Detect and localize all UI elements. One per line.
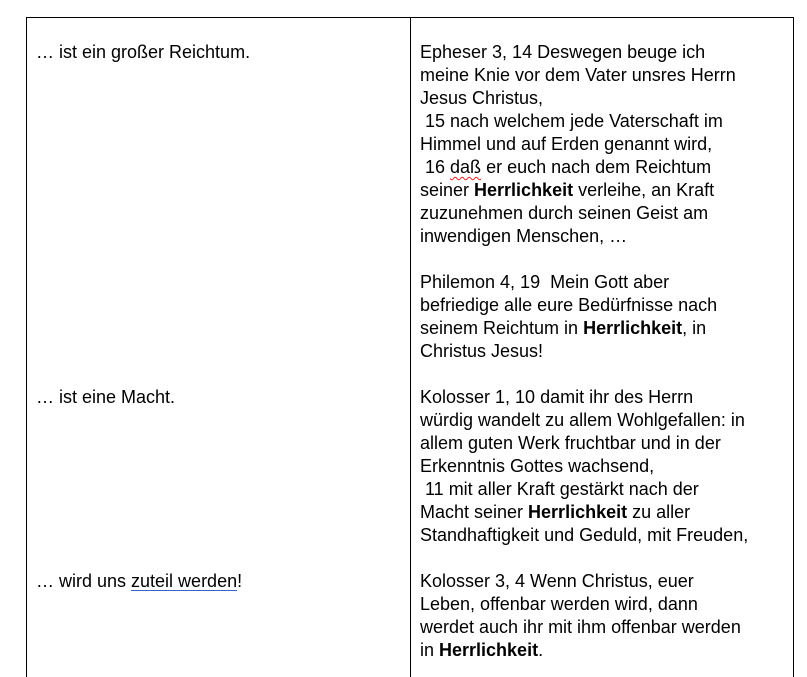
philemon-text: , in — [682, 318, 707, 338]
ephesians-text: seiner — [420, 180, 475, 200]
left-text-row1: … ist ein großer Reichtum. — [36, 42, 251, 62]
left-text-row3-suffix: ! — [237, 571, 243, 591]
colossians3-line: Kolosser 3, 4 Wenn Christus, euer — [420, 571, 694, 591]
philemon-line: Philemon 4, 19 Mein Gott aber — [420, 272, 670, 292]
philemon-passage — [420, 271, 717, 363]
grammar-flagged-phrase[interactable]: zuteil werden — [131, 571, 238, 591]
bold-keyword: Herrlichkeit — [439, 640, 539, 660]
colossians3-line — [420, 639, 741, 662]
ephesians-text: verleihe, an Kraft — [573, 180, 715, 200]
colossians1-line: allem guten Werk fruchtbar und in der — [420, 433, 721, 453]
philemon-line: befriedige alle eure Bedürfnisse nach — [420, 295, 718, 315]
column-divider — [410, 17, 411, 677]
colossians3-line: Leben, offenbar werden wird, dann — [420, 594, 698, 614]
left-cell-row3 — [36, 570, 242, 593]
colossians1-text: zu aller — [627, 502, 691, 522]
colossians1-passage — [420, 386, 748, 547]
ephesians-line: zuzunehmen durch seinen Geist am — [420, 203, 709, 223]
ephesians-text: er euch nach dem Reichtum — [481, 157, 712, 177]
philemon-line — [420, 317, 717, 340]
philemon-text: seinem Reichtum in — [420, 318, 584, 338]
philemon-line: Christus Jesus! — [420, 341, 544, 361]
ephesians-line: Epheser 3, 14 Deswegen beuge ich — [420, 42, 706, 62]
colossians1-line: Kolosser 1, 10 damit ihr des Herrn — [420, 387, 694, 407]
left-text-row2: … ist eine Macht. — [36, 387, 176, 407]
ephesians-line: 15 nach welchem jede Vaterschaft im — [420, 111, 723, 131]
bold-keyword: Herrlichkeit — [583, 318, 683, 338]
left-cell-row2 — [36, 386, 175, 409]
ephesians-line: Jesus Christus, — [420, 88, 544, 108]
left-text-row3-prefix: … wird uns — [36, 571, 132, 591]
spelling-flagged-word[interactable]: daß — [450, 157, 482, 177]
ephesians-line — [420, 156, 736, 179]
ephesians-line — [420, 179, 736, 202]
colossians1-line: Erkenntnis Gottes wachsend, — [420, 456, 655, 476]
ephesians-line: inwendigen Menschen, … — [420, 226, 628, 246]
colossians3-line: werdet auch ihr mit ihm offenbar werden — [420, 617, 741, 637]
left-cell-row1 — [36, 41, 250, 64]
colossians1-line: 11 mit aller Kraft gestärkt nach der — [420, 479, 699, 499]
ephesians-line: meine Knie vor dem Vater unsres Herrn — [420, 65, 736, 85]
colossians1-line — [420, 501, 748, 524]
colossians1-line: würdig wandelt zu allem Wohlgefallen: in — [420, 410, 745, 430]
ephesians-verse-number: 16 — [420, 157, 451, 177]
colossians1-line: Standhaftigkeit und Geduld, mit Freuden, — [420, 525, 749, 545]
ephesians-passage — [420, 41, 736, 248]
colossians1-text: Macht seiner — [420, 502, 529, 522]
colossians3-text: in — [420, 640, 440, 660]
colossians3-text: . — [538, 640, 544, 660]
bold-keyword: Herrlichkeit — [528, 502, 628, 522]
ephesians-line: Himmel und auf Erden genannt wird, — [420, 134, 713, 154]
colossians3-passage — [420, 570, 741, 662]
bold-keyword: Herrlichkeit — [474, 180, 574, 200]
left-text-row3 — [36, 570, 242, 593]
